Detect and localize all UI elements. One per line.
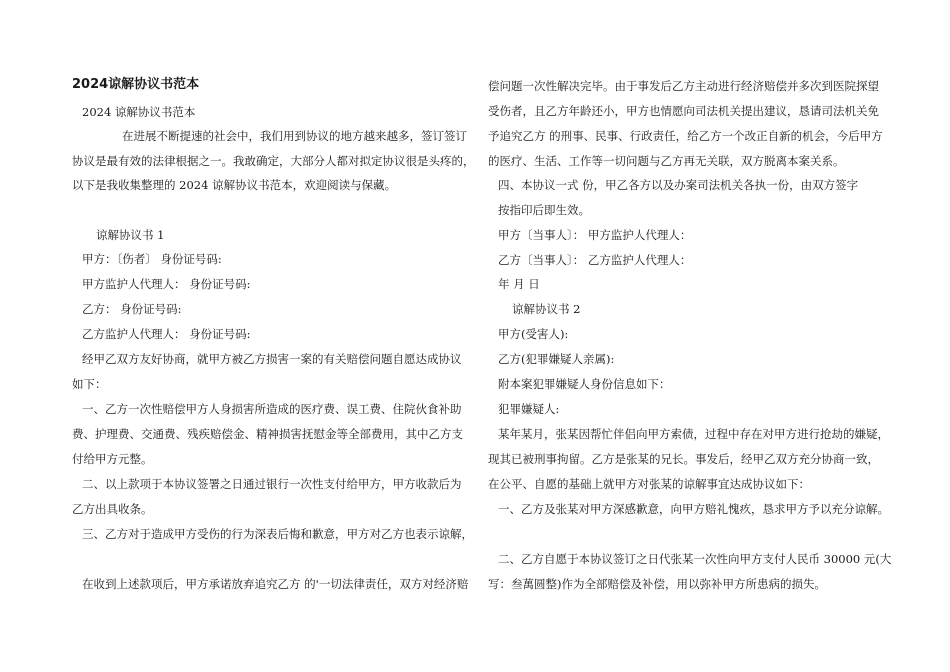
subtitle-line: 2024 谅解协议书范本 — [82, 105, 196, 119]
paragraph-line: 二、以上款项于本协议签署之日通过银行一次性支付给甲方，甲方收款后为 — [82, 477, 462, 491]
paragraph-line: 协议是最有效的法律根据之一。我敢确定，大部分人都对拟定协议很是头疼的， — [72, 154, 475, 168]
paragraph-line: 在公平、自愿的基础上就甲方对张某的谅解事宜达成协议如下： — [488, 477, 810, 491]
party-line: 乙方监护人代理人： 身份证号码: — [82, 327, 251, 341]
paragraph-line: 以下是我收集整理的 2024 谅解协议书范本，欢迎阅读与保藏。 — [72, 178, 397, 192]
paragraph-line: 的医疗、生活、工作等一切问题与乙方再无关联，双方脱离本案关系。 — [488, 154, 845, 168]
paragraph-line: 一、乙方及张某对甲方深感歉意，向甲方赔礼愧疚，恳求甲方予以充分谅解。 — [498, 502, 889, 516]
paragraph-line: 付给甲方元整。 — [72, 452, 153, 466]
section-heading: 谅解协议书 2 — [512, 302, 581, 316]
party-line: 乙方(犯罪嫌疑人亲属): — [498, 352, 615, 366]
paragraph-line: 经甲乙双方友好协商，就甲方被乙方损害一案的有关赔偿问题自愿达成协议 — [82, 352, 462, 366]
paragraph-line: 如下： — [72, 377, 107, 391]
paragraph-line: 三、乙方对于造成甲方受伤的行为深表后悔和歉意，甲方对乙方也表示谅解， — [82, 527, 473, 541]
signature-line: 乙方〔当事人〕： 乙方监护人代理人： — [498, 253, 692, 267]
section-heading: 谅解协议书 1 — [96, 228, 165, 242]
paragraph-line: 写：叁萬圆整)作为全部赔偿及补偿，用以弥补甲方所患病的损失。 — [488, 577, 826, 591]
paragraph-line: 二、乙方自愿于本协议签订之日代张某一次性向甲方支付人民币 30000 元(大 — [498, 552, 892, 566]
party-line: 犯罪嫌疑人: — [498, 402, 560, 416]
date-line: 年 月 日 — [498, 277, 540, 291]
paragraph-line: 按指印后即生效。 — [498, 203, 590, 217]
paragraph-line: 一、乙方一次性赔偿甲方人身损害所造成的医疗费、误工费、住院伙食补助 — [82, 402, 462, 416]
paragraph-line: 某年某月，张某因帮忙伴侣向甲方索债，过程中存在对甲方进行抢劫的嫌疑， — [498, 427, 889, 441]
party-line: 甲方(受害人): — [498, 327, 569, 341]
party-line: 乙方： 身份证号码: — [82, 302, 182, 316]
paragraph-line: 予追究乙方 的刑事、民事、行政责任，给乙方一个改正自新的机会，今后甲方 — [488, 129, 883, 143]
paragraph-line: 四、本协议一式 份，甲乙各方以及办案司法机关各执一份，由双方签字 — [498, 178, 859, 192]
signature-line: 甲方〔当事人〕： 甲方监护人代理人： — [498, 228, 692, 242]
party-line: 甲方：〔伤者〕 身份证号码: — [82, 252, 222, 266]
paragraph-line: 乙方出具收条。 — [72, 502, 153, 516]
paragraph-line: 现其已被刑事拘留。乙方是张某的兄长。事发后，经甲乙双方充分协商一致， — [488, 452, 879, 466]
paragraph-line: 在进展不断提速的社会中，我们用到协议的地方越来越多，签订签订 — [122, 129, 467, 143]
paragraph-line: 附本案犯罪嫌疑人身份信息如下： — [498, 377, 671, 391]
paragraph-line: 偿问题一次性解决完毕。由于事发后乙方主动进行经济赔偿并多次到医院探望 — [488, 79, 879, 93]
document-title: 2024谅解协议书范本 — [72, 77, 200, 92]
paragraph-line: 费、护理费、交通费、残疾赔偿金、精神损害抚慰金等全部费用，其中乙方支 — [72, 427, 463, 441]
party-line: 甲方监护人代理人： 身份证号码: — [82, 277, 251, 291]
paragraph-line: 在收到上述款项后，甲方承诺放弃追究乙方 的'一切法律责任，双方对经济赔 — [82, 577, 469, 591]
paragraph-line: 受伤者，且乙方年龄还小，甲方也情愿向司法机关提出建议，恳请司法机关免 — [488, 104, 879, 118]
